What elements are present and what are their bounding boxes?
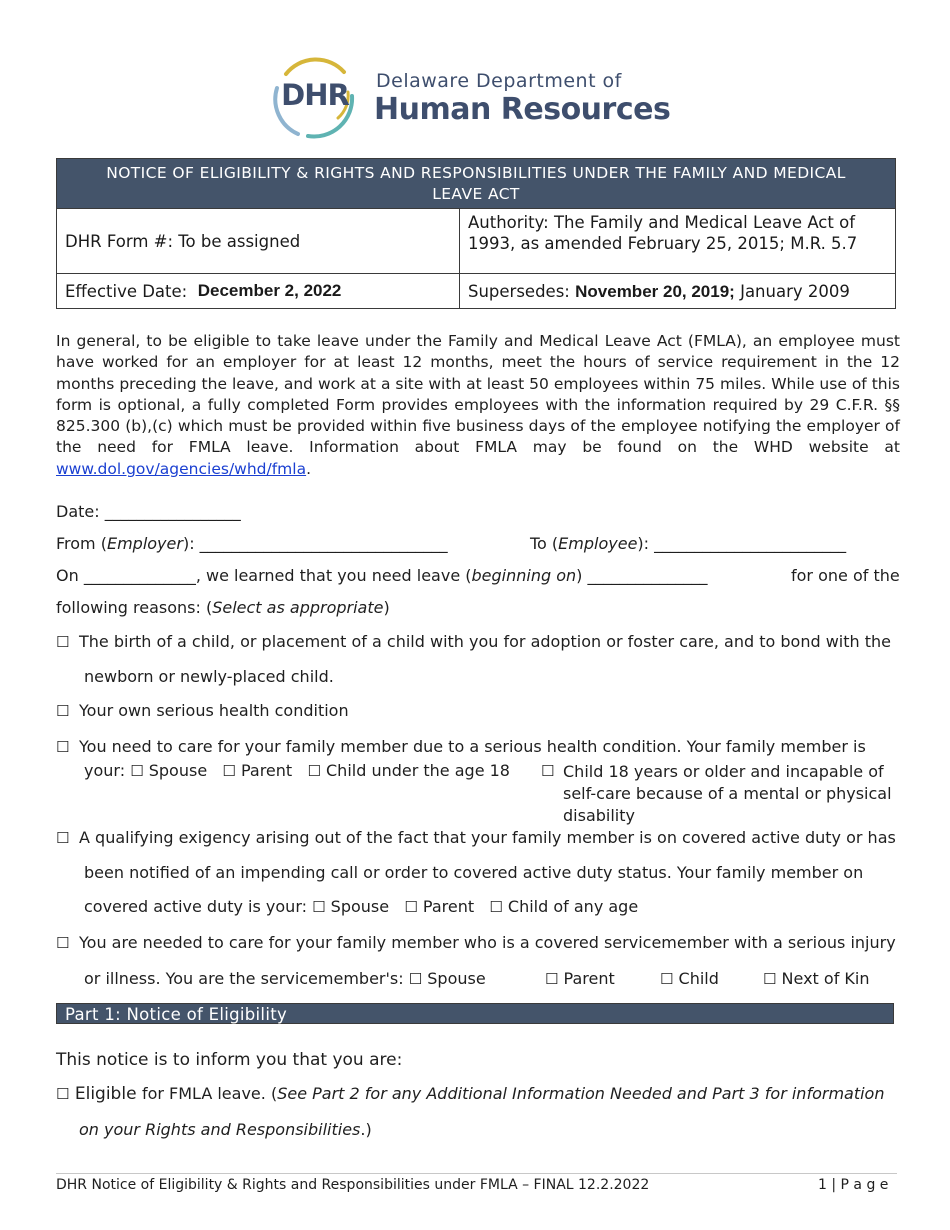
supersedes-cell xyxy=(460,274,895,308)
reason-exigency-line-2: been notified of an impending call or order to covered active duty status. Your family member on xyxy=(84,863,864,882)
reason-exigency-checkbox[interactable] xyxy=(56,828,69,847)
effective-date-cell xyxy=(57,274,460,308)
from-employer-italic: Employer xyxy=(106,534,183,553)
child-adult-label xyxy=(563,761,892,827)
reason-birth-line-2: newborn or newly-placed child. xyxy=(84,667,334,686)
select-as-appropriate-italic: Select as appropriate xyxy=(212,598,384,617)
spouse-label: Spouse xyxy=(148,761,208,780)
sm-parent-option xyxy=(545,969,615,988)
reason-birth-checkbox[interactable] xyxy=(56,632,69,651)
on-end: ) _______________ xyxy=(576,566,708,585)
intro-text: In general, to be eligible to take leave under the Family and Medical Leave Act (FMLA), an employee must have worked for an employer for at least 12 months, meet the hours of service requirement in the 12 months preceding the leave, and work at a site with at least 50 employees within 75 miles. While use of this form is optional, a fully completed Form provides employees with the information required by 29 C.F.R. §§ 825.300 (b),(c) which must be provided within five business days of the employee notifying the employer of the need for FMLA leave. Information about FMLA may be found on the WHD website at xyxy=(56,332,900,457)
family-relationship-options xyxy=(84,761,510,780)
exigency-prefix: covered active duty is your: xyxy=(84,897,308,916)
sm-child-label: Child xyxy=(678,969,719,988)
supersedes-date-bold: November 20, 2019; xyxy=(575,281,735,301)
eligible-end: .) xyxy=(360,1120,372,1139)
from-label: From ( xyxy=(56,534,107,553)
logo-line-1: Delaware Department of xyxy=(376,70,622,92)
child-adult-checkbox[interactable] xyxy=(541,761,554,780)
reason-servicemember-line-1: You are needed to care for your family member who is a covered servicemember with a serious injury xyxy=(79,933,896,952)
to-blank: ): ________________________ xyxy=(637,534,847,553)
intro-end: . xyxy=(306,459,312,478)
from-blank: ): _______________________________ xyxy=(182,534,448,553)
reasons-end: ) xyxy=(383,598,390,617)
sm-kin-label: Next of Kin xyxy=(781,969,870,988)
exigency-parent-label: Parent xyxy=(422,897,475,916)
eligible-rest: for FMLA leave. ( xyxy=(141,1084,278,1103)
eligible-checkbox[interactable]: ☐ xyxy=(56,1085,70,1103)
sm-spouse-label: Spouse xyxy=(427,969,486,988)
exigency-parent-checkbox[interactable]: ☐ xyxy=(404,898,418,916)
footer-page-number: 1 | P a g e xyxy=(818,1177,889,1193)
from-employer-field[interactable] xyxy=(56,534,448,553)
child-under-18-checkbox[interactable]: ☐ xyxy=(307,762,321,780)
reason-own-health-label: Your own serious health condition xyxy=(79,701,349,720)
effective-date-value: December 2, 2022 xyxy=(197,281,342,300)
sm-kin-checkbox[interactable]: ☐ xyxy=(763,970,777,988)
footer-title: DHR Notice of Eligibility & Rights and Responsibilities under FMLA – FINAL 12.2.2022 xyxy=(56,1177,650,1193)
logo-line-2: Human Resources xyxy=(374,92,671,127)
reason-exigency-line-1: A qualifying exigency arising out of the fact that your family member is on covered active duty or has xyxy=(79,828,896,847)
your-prefix: your: xyxy=(84,761,126,780)
part1-intro: This notice is to inform you that you are: xyxy=(56,1050,403,1070)
logo-initials: DHR xyxy=(281,78,349,112)
reason-birth-line-1: The birth of a child, or placement of a child with you for adoption or foster care, and to bond with the xyxy=(79,632,892,651)
sm-child-checkbox[interactable]: ☐ xyxy=(660,970,674,988)
parent-checkbox[interactable]: ☐ xyxy=(222,762,236,780)
exigency-child-checkbox[interactable]: ☐ xyxy=(489,898,503,916)
checkbox-icon[interactable]: ☐ xyxy=(56,829,70,847)
supersedes-label: Supersedes: xyxy=(468,281,570,301)
beginning-on-italic: beginning on xyxy=(471,566,577,585)
checkbox-icon[interactable]: ☐ xyxy=(56,633,70,651)
servicemember-relationship-prefix xyxy=(84,969,486,988)
checkbox-icon[interactable]: ☐ xyxy=(56,702,70,720)
reasons-start: following reasons: ( xyxy=(56,598,213,617)
intro-paragraph xyxy=(56,331,900,480)
eligible-italic-line-2: on your Rights and Responsibilities xyxy=(79,1120,361,1139)
sm-parent-label: Parent xyxy=(563,969,615,988)
supersedes-date-rest: January 2009 xyxy=(740,281,850,301)
footer-divider xyxy=(56,1173,897,1174)
exigency-child-label: Child of any age xyxy=(507,897,639,916)
form-title: NOTICE OF ELIGIBILITY & RIGHTS AND RESPONSIBILITIES UNDER THE FAMILY AND MEDICAL LEAVE ACT xyxy=(57,159,895,208)
to-employee-italic: Employee xyxy=(558,534,638,553)
parent-label: Parent xyxy=(240,761,293,780)
child-adult-line-2: self-care because of a mental or physical xyxy=(563,784,892,803)
checkbox-icon[interactable]: ☐ xyxy=(56,738,70,756)
reason-family-care-checkbox[interactable] xyxy=(56,737,69,756)
form-number: DHR Form #: To be assigned xyxy=(57,209,460,273)
eligible-word: Eligible xyxy=(74,1084,137,1104)
form-info-row xyxy=(57,208,895,273)
child-adult-line-3: disability xyxy=(563,806,635,825)
reason-family-care-line-1: You need to care for your family member due to a serious health condition. Your family member is xyxy=(79,737,866,756)
checkbox-icon[interactable]: ☐ xyxy=(56,934,70,952)
reason-servicemember-checkbox[interactable] xyxy=(56,933,69,952)
sm-parent-checkbox[interactable]: ☐ xyxy=(545,970,559,988)
logo-ring-gold xyxy=(286,60,344,74)
eligible-option xyxy=(56,1084,884,1104)
checkbox-icon[interactable]: ☐ xyxy=(541,762,555,780)
sm-child-option xyxy=(660,969,719,988)
servicemember-prefix: or illness. You are the servicemember's: xyxy=(84,969,404,988)
effective-date-label: Effective Date: xyxy=(65,281,188,301)
exigency-spouse-label: Spouse xyxy=(330,897,390,916)
form-dates-row xyxy=(57,273,895,308)
leave-start-line[interactable] xyxy=(56,566,707,585)
sm-spouse-checkbox[interactable]: ☐ xyxy=(408,970,423,988)
exigency-spouse-checkbox[interactable]: ☐ xyxy=(312,898,326,916)
reason-own-health-checkbox[interactable] xyxy=(56,701,69,720)
child-under-18-label: Child under the age 18 xyxy=(326,761,510,780)
child-adult-line-1: Child 18 years or older and incapable of xyxy=(563,762,884,781)
dhr-logo xyxy=(268,52,688,144)
exigency-relationship-options xyxy=(84,897,638,916)
part1-heading: Part 1: Notice of Eligibility xyxy=(56,1003,894,1024)
on-start: On ______________, we learned that you need leave ( xyxy=(56,566,472,585)
sm-kin-option xyxy=(763,969,870,988)
date-field[interactable]: Date: _________________ xyxy=(56,502,241,521)
to-label: To ( xyxy=(530,534,559,553)
whd-website-link[interactable]: www.dol.gov/agencies/whd/fmla xyxy=(56,459,307,478)
eligible-italic-line-1: See Part 2 for any Additional Information Needed and Part 3 for information xyxy=(277,1084,885,1103)
spouse-checkbox[interactable]: ☐ xyxy=(130,762,144,780)
form-authority: Authority: The Family and Medical Leave Act of 1993, as amended February 25, 2015; M.R. 5.7 xyxy=(468,213,858,253)
on-tail: for one of the xyxy=(791,566,900,585)
to-employee-field[interactable] xyxy=(530,534,846,553)
form-header-table xyxy=(56,158,896,309)
eligible-line-2 xyxy=(79,1120,372,1139)
reasons-instruction xyxy=(56,598,390,617)
